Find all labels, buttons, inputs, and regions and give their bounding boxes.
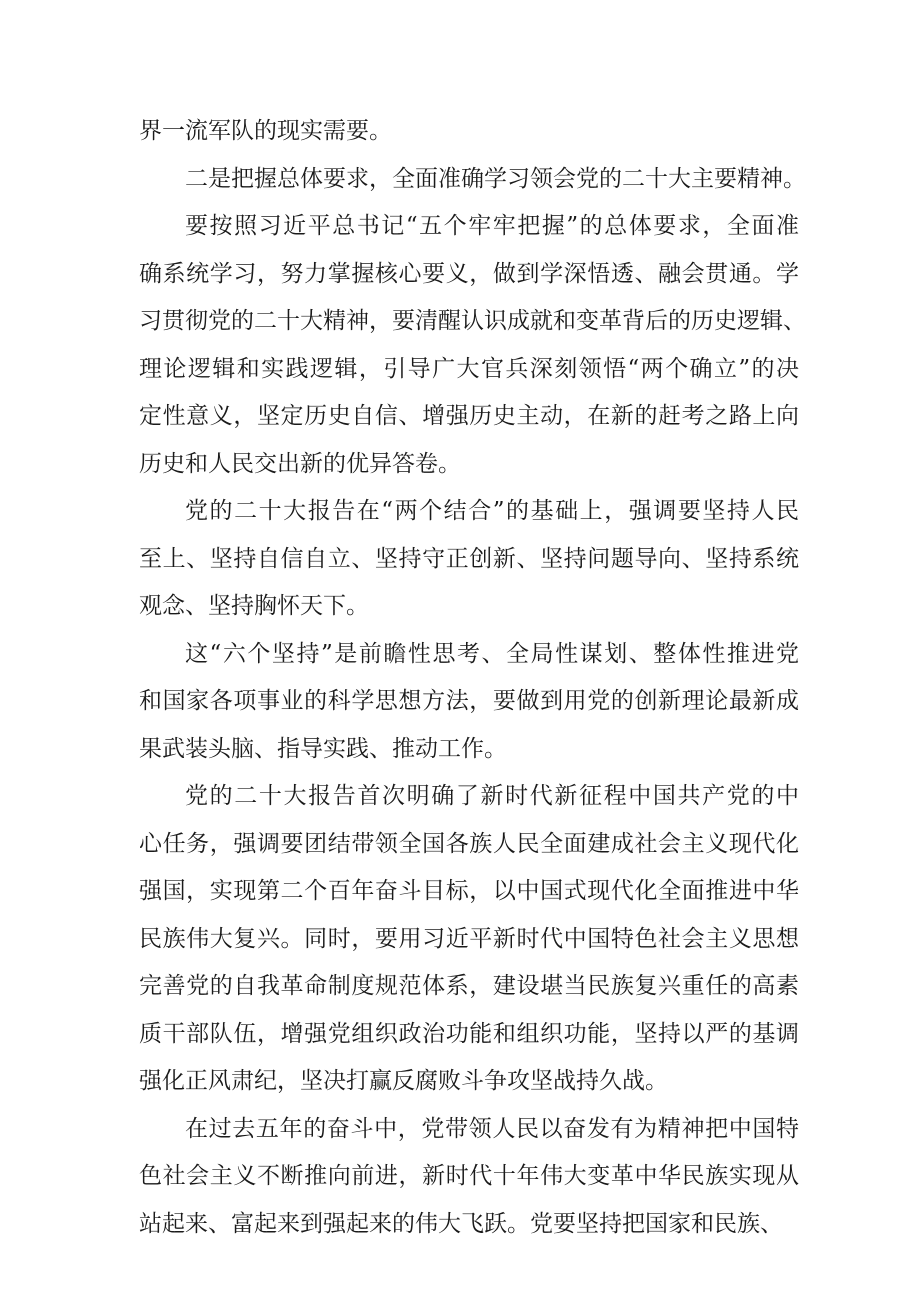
paragraph-4	[139, 488, 799, 631]
text-line: 历史和人民交出新的优异答卷。	[139, 450, 461, 477]
paragraph-6	[139, 773, 799, 1106]
text-line: 二是把握总体要求，全面准确学习领会党的二十大主要精神。	[185, 165, 806, 192]
text-line: 定性意义，坚定历史自信、增强历史主动，在新的赶考之路上向	[139, 403, 799, 429]
text-line: 完善党的自我革命制度规范体系，建设堪当民族复兴重任的高素	[139, 973, 799, 999]
text-line: 至上、坚持自信自立、坚持守正创新、坚持问题导向、坚持系统	[139, 545, 799, 572]
text-line: 和国家各项事业的科学思想方法，要做到用党的创新理论最新成	[139, 688, 799, 714]
text-line: 强国，实现第二个百年奋斗目标，以中国式现代化全面推进中华	[139, 878, 799, 904]
text-line: 党的二十大报告首次明确了新时代新征程中国共产党的中	[185, 783, 799, 809]
text-line: 观念、坚持胸怀天下。	[139, 593, 369, 619]
text-line: 理论逻辑和实践逻辑，引导广大官兵深刻领悟“两个确立”的决	[139, 355, 799, 382]
paragraph-2	[139, 156, 806, 204]
text-line: 果武装头脑、指导实践、推动工作。	[139, 735, 507, 762]
text-line: 民族伟大复兴。同时，要用习近平新时代中国特色社会主义思想	[139, 925, 799, 952]
text-line: 质干部队伍，增强党组织政治功能和组织功能，坚持以严的基调	[139, 1020, 799, 1047]
text-line: 强化正风肃纪，坚决打赢反腐败斗争攻坚战持久战。	[139, 1068, 668, 1094]
text-line: 色社会主义不断推向前进，新时代十年伟大变革中华民族实现从	[139, 1163, 799, 1189]
text-line: 党的二十大报告在“两个结合”的基础上，强调要坚持人民	[185, 498, 799, 524]
text-line: 这“六个坚持”是前瞻性思考、全局性谋划、整体性推进党	[185, 640, 799, 667]
paragraph-7	[139, 1106, 799, 1249]
paragraph-3	[139, 203, 806, 488]
text-line: 界一流军队的现实需要。	[139, 118, 392, 144]
text-line: 确系统学习，努力掌握核心要义，做到学深悟透、融会贯通。学	[139, 260, 799, 287]
paragraph-5	[139, 631, 799, 774]
document-body	[139, 108, 806, 1248]
paragraph-1	[139, 108, 799, 156]
text-line: 心任务，强调要团结带领全国各族人民全面建成社会主义现代化	[139, 830, 799, 857]
text-line: 习贯彻党的二十大精神，要清醒认识成就和变革背后的历史逻辑、	[139, 308, 806, 334]
text-line: 要按照习近平总书记“五个牢牢把握”的总体要求，全面准	[185, 213, 799, 239]
text-line: 在过去五年的奋斗中，党带领人民以奋发有为精神把中国特	[185, 1115, 799, 1142]
text-line: 站起来、富起来到强起来的伟大飞跃。党要坚持把国家和民族、	[139, 1210, 783, 1237]
